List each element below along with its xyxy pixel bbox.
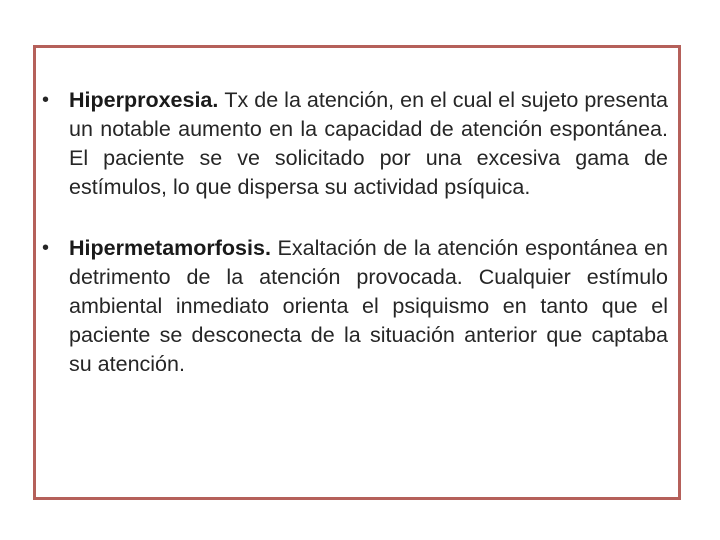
term-label: Hipermetamorfosis.	[69, 236, 278, 260]
bullet-dot-icon: •	[42, 89, 50, 111]
bullet-dot-icon: •	[42, 237, 50, 259]
bullet-list	[36, 86, 668, 379]
bullet-item-hipermetamorfosis	[36, 234, 668, 379]
term-description: Tx de la atención, en el cual el sujeto presenta un notable aumento en la capacidad de atención espontánea. El paciente se ve solicitado por una excesiva gama de estímulos, lo que dispersa su actividad psíquica.	[69, 88, 669, 199]
bullet-item-hiperproxesia	[36, 86, 668, 202]
term-description: Exaltación de la atención espontánea en detrimento de la atención provocada. Cualquier estímulo ambiental inmediato orienta el psiquismo en tanto que el paciente se desconecta de la situación anterior que captaba su atención.	[69, 236, 668, 376]
term-label: Hiperproxesia.	[69, 88, 225, 112]
